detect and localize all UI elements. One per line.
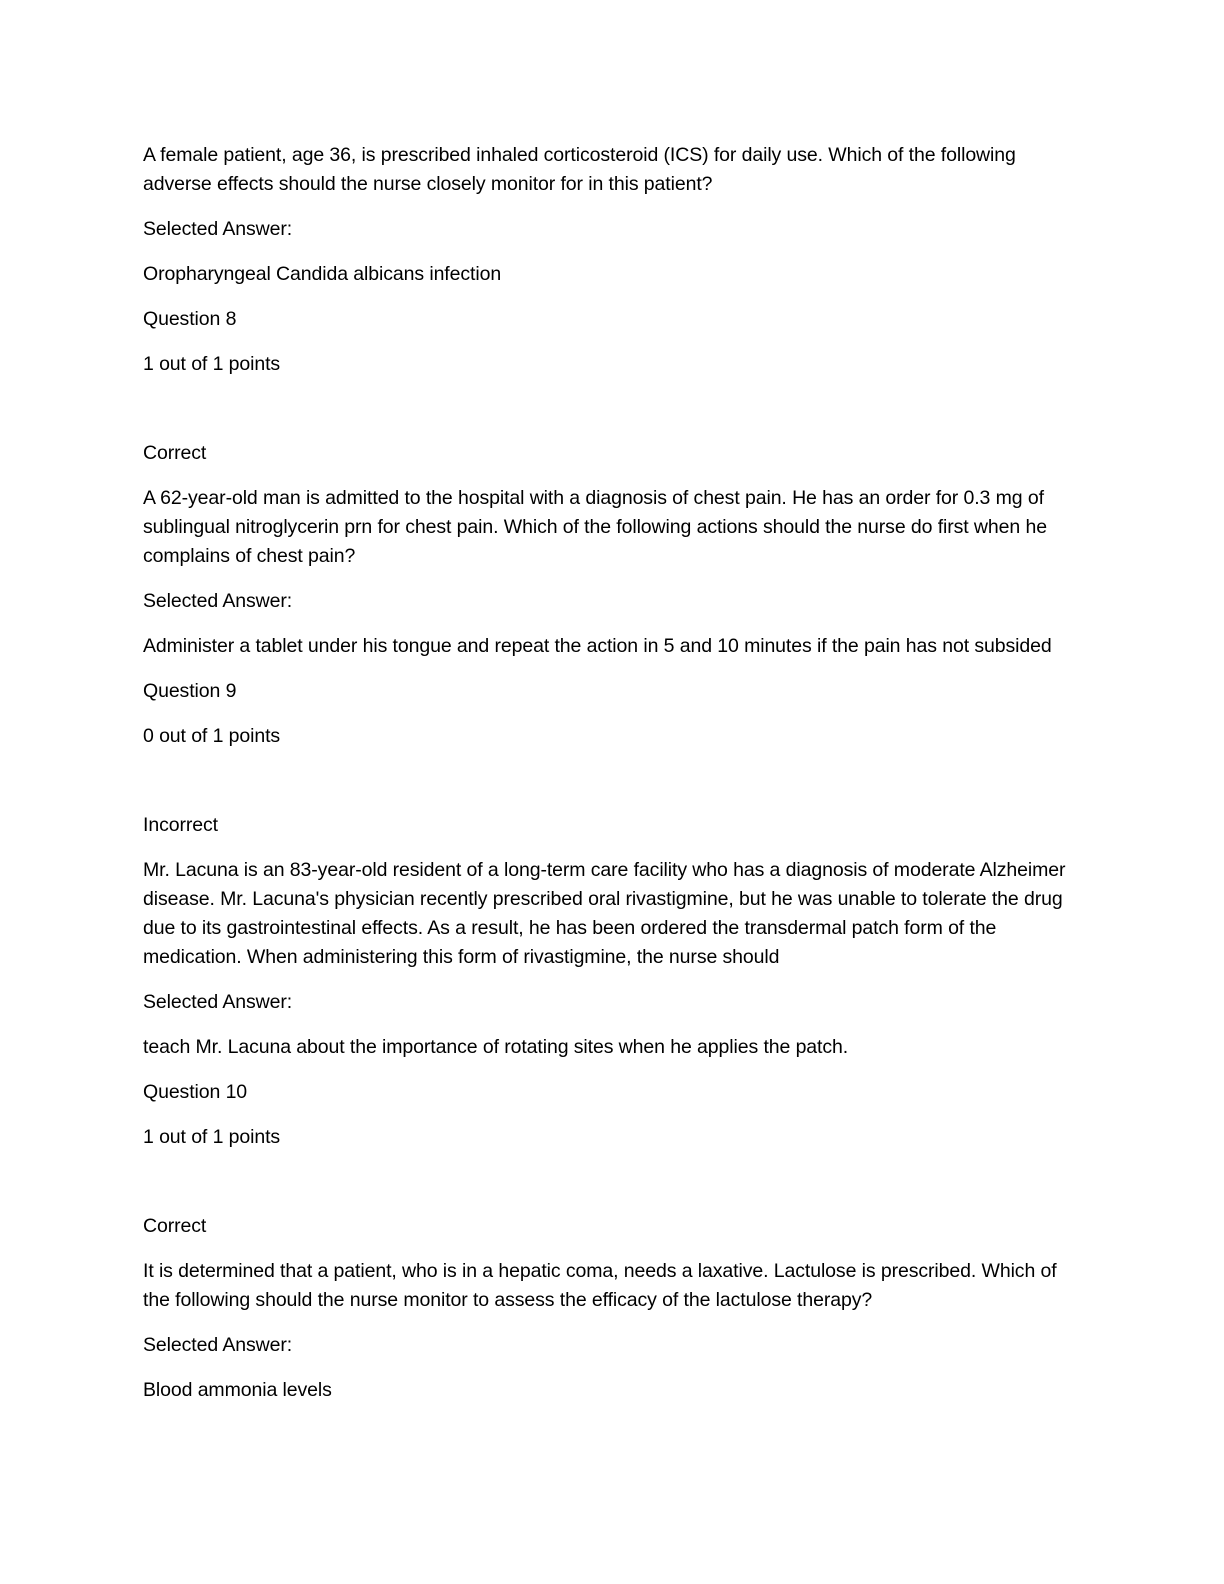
question-7-answer: Oropharyngeal Candida albicans infection: [143, 263, 502, 285]
question-10-answer: Blood ammonia levels: [143, 1379, 332, 1401]
question-8-heading: Question 8: [143, 308, 237, 330]
question-10-points: 1 out of 1 points: [143, 1126, 281, 1148]
question-9-answer: teach Mr. Lacuna about the importance of rotating sites when he applies the patch.: [143, 1036, 849, 1058]
question-8-points: 1 out of 1 points: [143, 353, 281, 375]
question-10-text: It is determined that a patient, who is in a hepatic coma, needs a laxative. Lactulose is prescribed. Which of the following should the nurse monitor to assess the efficacy of the lactulose therapy?: [143, 1260, 1057, 1311]
question-9-status: Incorrect: [143, 814, 218, 836]
selected-answer-label: Selected Answer:: [143, 1334, 293, 1356]
document-page: [143, 141, 1083, 1405]
question-8-text: A 62-year-old man is admitted to the hospital with a diagnosis of chest pain. He has an order for 0.3 mg of sublingual nitroglycerin prn for chest pain. Which of the following actions should the nurse do first when he complains of chest pain?: [143, 487, 1047, 567]
selected-answer-label: Selected Answer:: [143, 590, 293, 612]
question-10-status: Correct: [143, 1215, 207, 1237]
question-8-answer: Administer a tablet under his tongue and repeat the action in 5 and 10 minutes if the pain has not subsided: [143, 635, 1052, 657]
question-7-text: A female patient, age 36, is prescribed inhaled corticosteroid (ICS) for daily use. Which of the following adverse effects should the nurse closely monitor for in this patient?: [143, 144, 1016, 195]
question-9-text: Mr. Lacuna is an 83-year-old resident of a long-term care facility who has a diagnosis of moderate Alzheimer disease. Mr. Lacuna's physician recently prescribed oral rivastigmine, but he was unable to tolerate the drug due to its gastrointestinal effects. As a result, he has been ordered the transdermal patch form of the medication. When administering this form of rivastigmine, the nurse should: [143, 859, 1066, 968]
question-8-status: Correct: [143, 442, 207, 464]
selected-answer-label: Selected Answer:: [143, 991, 293, 1013]
question-10-heading: Question 10: [143, 1081, 248, 1103]
selected-answer-label: Selected Answer:: [143, 218, 293, 240]
question-9-heading: Question 9: [143, 680, 237, 702]
question-9-points: 0 out of 1 points: [143, 725, 281, 747]
